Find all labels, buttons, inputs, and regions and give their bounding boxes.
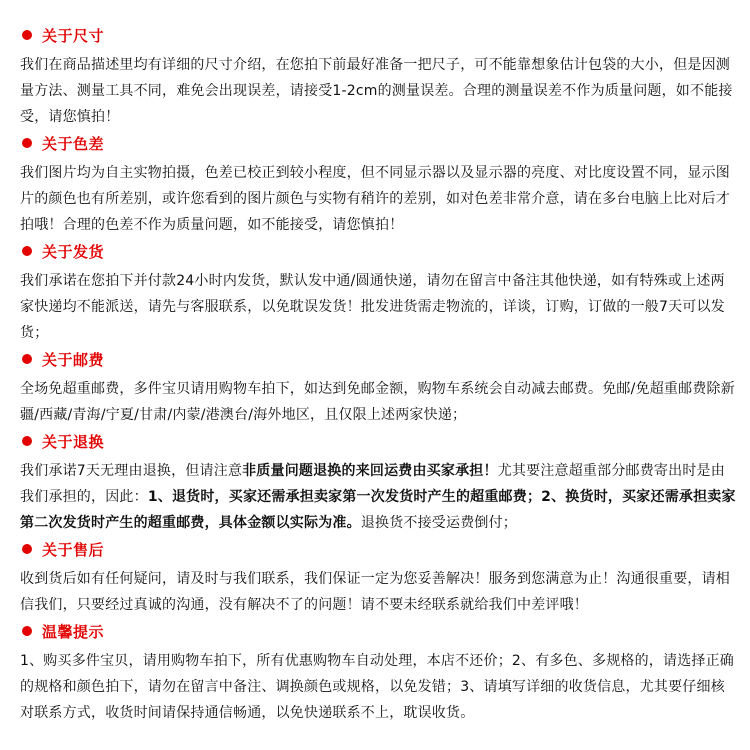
section-heading xyxy=(20,132,736,154)
section-body: 1、购买多件宝贝，请用购物车拍下，所有优惠购物车自动处理，本店不还价；2、有多色、多规格的，请选择正确的规格和颜色拍下，请勿在留言中备注、调换颜色或规格，以免发错；3、请填写详细的收货信息，尤其要仔细核对联系方式，收货时间请保持通信畅通，以免快递联系不上，耽误收货。 xyxy=(20,653,735,721)
section-after-sales xyxy=(20,538,736,618)
red-bullet-icon xyxy=(22,354,32,364)
section-body: 我们图片均为自主实物拍摄，色差已校正到较小程度，但不同显示器以及显示器的亮度、对比度设置不同，显示图片的颜色也有所差别，或许您看到的图片颜色与实物有稍许的差别，如对色差非常介意，请在多台电脑上比对后才拍哦！合理的色差不作为质量问题，如不能接受，请您慎拍！ xyxy=(20,165,730,233)
section-title: 关于色差 xyxy=(42,134,105,153)
section-color-difference xyxy=(20,132,736,238)
body-bold-text: 非质量问题退换的来回运费由买家承担！ xyxy=(242,463,498,479)
section-title: 温馨提示 xyxy=(42,622,105,641)
red-bullet-icon xyxy=(22,436,32,446)
body-text: 尤其要注意超重部分邮费寄出时是由我们承担的，因此： xyxy=(20,463,725,505)
section-title: 关于尺寸 xyxy=(42,26,105,45)
section-postage xyxy=(20,348,736,428)
section-heading xyxy=(20,430,736,452)
red-bullet-icon xyxy=(22,544,32,554)
section-heading xyxy=(20,620,736,642)
section-heading xyxy=(20,348,736,370)
section-heading xyxy=(20,24,736,46)
red-bullet-icon xyxy=(22,246,32,256)
section-body: 全场免超重邮费，多件宝贝请用购物车拍下，如达到免邮金额，购物车系统会自动减去邮费。免邮/免超重邮费除新疆/西藏/青海/宁夏/甘肃/内蒙/港澳台/海外地区，且仅限上述两家快递； xyxy=(20,381,735,423)
section-body xyxy=(20,458,736,536)
section-returns xyxy=(20,430,736,536)
section-title: 关于退换 xyxy=(42,432,105,451)
section-body: 我们承诺在您拍下并付款24小时内发货，默认发中通/圆通快递，请勿在留言中备注其他快递，如有特殊或上述两家快递均不能派送，请先与客服联系，以免耽误发货！批发进货需走物流的，详谈，订购，订做的一般7天可以发货； xyxy=(20,273,725,341)
section-shipping xyxy=(20,240,736,346)
body-bold-text: 1、退货时，买家还需承担卖家第一次发货时产生的超重邮费；2、换货时，买家还需承担卖家第二次发货时产生的超重邮费，具体金额以实际为准。 xyxy=(20,489,736,531)
red-bullet-icon xyxy=(22,138,32,148)
section-title: 关于售后 xyxy=(42,540,105,559)
red-bullet-icon xyxy=(22,626,32,636)
section-heading xyxy=(20,240,736,262)
section-title: 关于发货 xyxy=(42,242,105,261)
section-body: 我们在商品描述里均有详细的尺寸介绍，在您拍下前最好准备一把尺子，可不能靠想象估计包袋的大小，但是因测量方法、测量工具不同，难免会出现误差，请接受1-2cm的测量误差。合理的测量误差不作为质量问题，如不能接受，请您慎拍！ xyxy=(20,57,733,125)
red-bullet-icon xyxy=(22,30,32,40)
section-tips xyxy=(20,620,736,726)
section-heading xyxy=(20,538,736,560)
section-body: 收到货后如有任何疑问，请及时与我们联系，我们保证一定为您妥善解决！服务到您满意为止！沟通很重要，请相信我们，只要经过真诚的沟通，没有解决不了的问题！请不要未经联系就给我们中差评哦！ xyxy=(20,571,730,613)
body-text: 我们承诺7天无理由退换，但请注意 xyxy=(20,463,243,479)
section-size xyxy=(20,24,736,130)
body-text: 退换货不接受运费倒付； xyxy=(360,515,518,531)
section-title: 关于邮费 xyxy=(42,350,105,369)
